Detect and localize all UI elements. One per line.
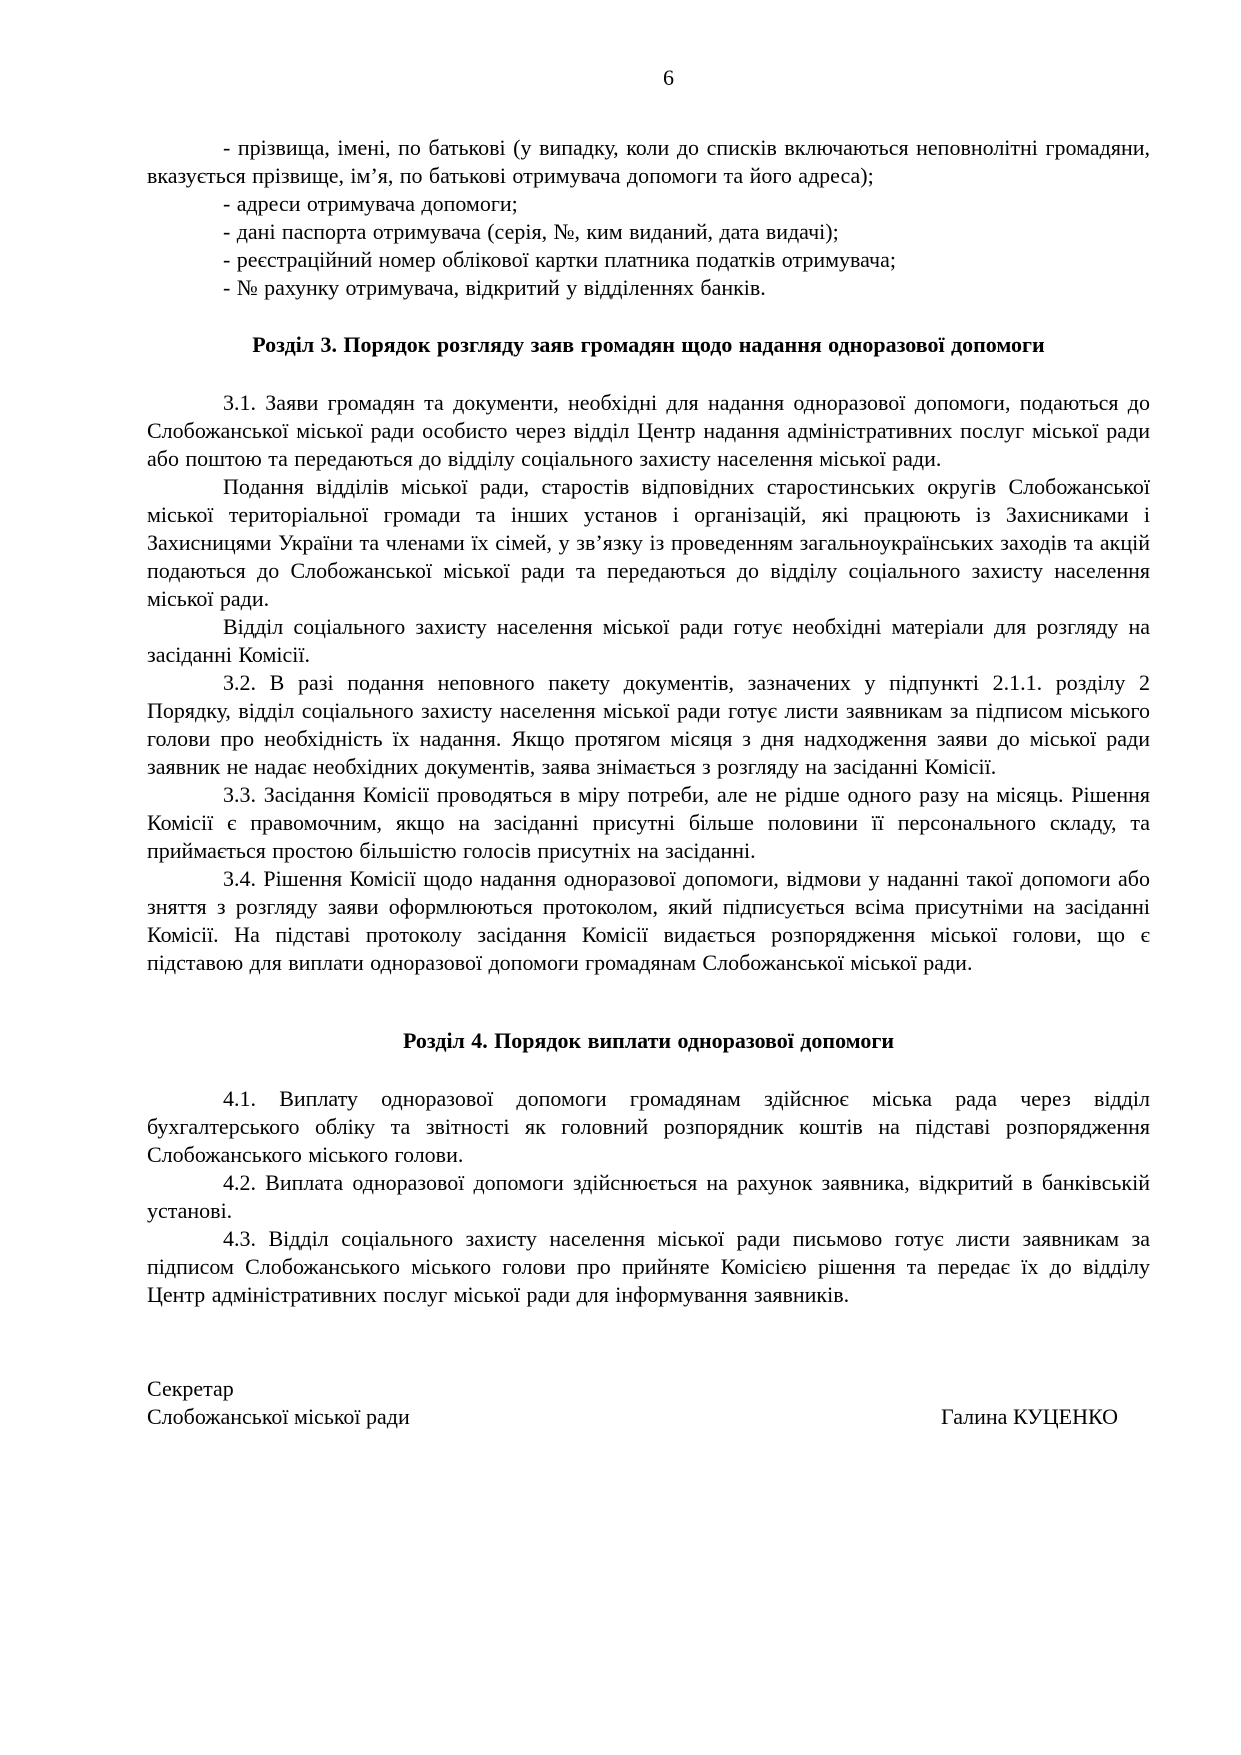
signature-block (147, 1375, 1150, 1431)
list-item: - адреси отримувача допомоги; (223, 191, 518, 216)
paragraph-3-4: 3.4. Рішення Комісії щодо надання одноразової допомоги, відмови у наданні такої допомоги або зняття з розгляду заяви оформлюються протоколом, який підписується всіма присутніми на засіданні Комісії. На підставі протоколу засідання Комісії видається розпорядження міської голови, що є підставою для виплати одноразової допомоги громадянам Слобожанської міської ради. (147, 866, 1150, 975)
paragraph-3-1: 3.1. Заяви громадян та документи, необхідні для надання одноразової допомоги, подаються до Слобожанської міської ради особисто через відділ Центр надання адміністративних послуг міської ради або поштою та передаються до відділу соціального захисту населення міської ради. (147, 390, 1150, 471)
signature-role (147, 1375, 410, 1431)
signature-name: Галина КУЦЕНКО (941, 1404, 1118, 1429)
section-4-heading: Розділ 4. Порядок виплати одноразової допомоги (402, 1028, 895, 1053)
paragraph-3-1-cont: Подання відділів міської ради, старостів відповідних старостинських округів Слобожанської міської територіальної громади та інших установ і організацій, які працюють із Захисниками і Захисницями України та членами їх сімей, у зв’язку із проведенням загальноукраїнських заходів та акцій подаються до Слобожанської міської ради та передаються до відділу соціального захисту населення міської ради. (147, 474, 1150, 611)
page-number: 6 (663, 65, 674, 90)
paragraph-4-1: 4.1. Виплату одноразової допомоги громадянам здійснює міська рада через відділ бухгалтерського обліку та звітності як головний розпорядник коштів на підставі розпорядження Слобожанського міського голови. (147, 1086, 1150, 1167)
paragraph-3-1-cont-2: Відділ соціального захисту населення міської ради готує необхідні матеріали для розгляду на засіданні Комісії. (147, 614, 1150, 667)
paragraph-3-3: 3.3. Засідання Комісії проводяться в міру потреби, але не рідше одного разу на місяць. Рішення Комісії є правомочним, якщо на засіданні присутні більше половини її персонального складу, та приймається простою більшістю голосів присутніх на засіданні. (147, 782, 1150, 863)
signature-role-organization: Слобожанської міської ради (147, 1404, 410, 1429)
paragraph-4-3: 4.3. Відділ соціального захисту населення міської ради письмово готує листи заявникам за підписом Слобожанського міського голови про прийняте Комісією рішення та передає їх до відділу Центр адміністративних послуг міської ради для інформування заявників. (147, 1226, 1150, 1307)
paragraph-4-2: 4.2. Виплата одноразової допомоги здійснюється на рахунок заявника, відкритий в банківській установі. (147, 1170, 1150, 1223)
paragraph-3-2: 3.2. В разі подання неповного пакету документів, зазначених у підпункті 2.1.1. розділу 2 Порядку, відділ соціального захисту населення міської ради готує листи заявникам за підписом міського голови про необхідність їх надання. Якщо протягом місяця з дня надходження заяви до міської ради заявник не надає необхідних документів, заява знімається з розгляду на засіданні Комісії. (147, 670, 1150, 779)
list-item: - № рахунку отримувача, відкритий у відділеннях банків. (223, 275, 766, 300)
list-item: - реєстраційний номер облікової картки платника податків отримувача; (223, 247, 896, 272)
signature-role-title: Секретар (147, 1376, 234, 1401)
list-item: - дані паспорта отримувача (серія, №, ким виданий, дата видачі); (223, 219, 839, 244)
list-item: - прізвища, імені, по батькові (у випадку, коли до списків включаються неповнолітні громадяни, вказується прізвище, ім’я, по батькові отримувача допомоги та його адреса); (147, 135, 1150, 188)
section-3-heading: Розділ 3. Порядок розгляду заяв громадян щодо надання одноразової допомоги (252, 332, 1045, 357)
